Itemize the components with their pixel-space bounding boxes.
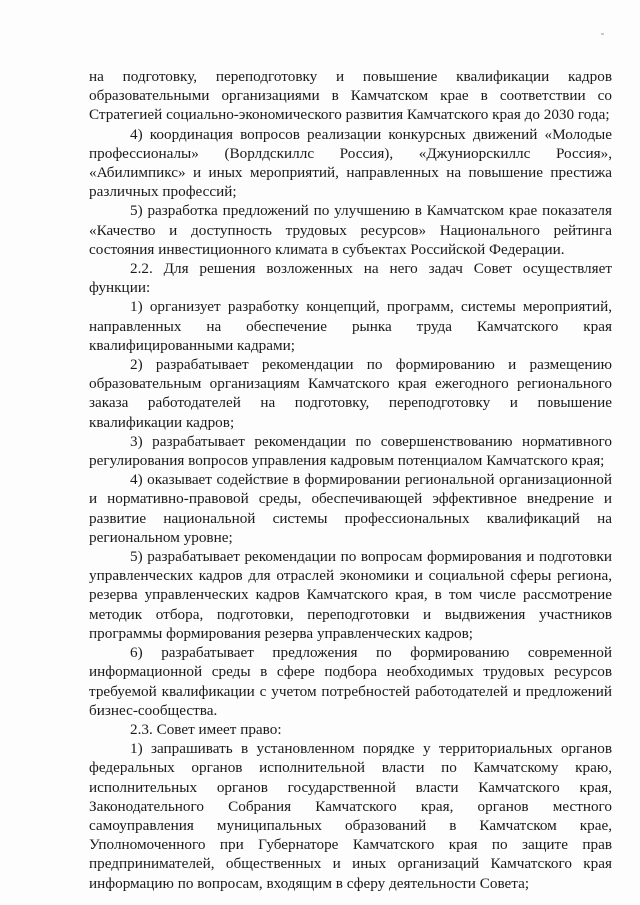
paragraph-item-5: 5) разработка предложений по улучшению в Камчатском крае показателя «Качество и доступность трудовых ресурсов» Национального рейтинга состояния инвестиционного климата в субъектах Российской Федерации.: [89, 202, 612, 258]
paragraph-section-2-2: 2.2. Для решения возложенных на него задач Совет осуществляет функции:: [89, 260, 612, 297]
paragraph-item-4: 4) координация вопросов реализации конкурсных движений «Молодые профессионалы» (Ворлдскиллс Россия), «Джуниорскиллс Россия», «Абилимпикс» и иных мероприятий, направленных на повышение престижа различных профессий;: [89, 125, 612, 201]
paragraph-function-1: 1) организует разработку концепций, программ, системы мероприятий, направленных на обеспечение рынка труда Камчатского края квалифицированными кадрами;: [89, 298, 612, 354]
scan-artifact: [601, 33, 604, 35]
paragraph-function-5: 5) разрабатывает рекомендации по вопросам формирования и подготовки управленческих кадров для отраслей экономики и социальной сферы региона, резерва управленческих кадров Камчатского края, в том числе рассмотрение методик отбора, подготовки, переподготовки и выдвижения участников программы формирования резерва управленческих кадров;: [89, 548, 612, 642]
paragraph-function-4: 4) оказывает содействие в формировании региональной организационной и нормативно-правовой среды, обеспечивающей эффективное внедрение и развитие национальной системы профессиональных квалификаций на региональном уровне;: [89, 471, 612, 546]
document-body: [89, 67, 612, 893]
paragraph-continuation: на подготовку, переподготовку и повышение квалификации кадров образовательными организациями в Камчатском крае в соответствии со Стратегией социально-экономического развития Камчатского края до 2030 года;: [89, 68, 612, 124]
paragraph-function-2: 2) разрабатывает рекомендации по формированию и размещению образовательным организациям Камчатского края ежегодного регионального заказа работодателей на подготовку, переподготовку и повышение квалификации кадров;: [89, 356, 612, 431]
paragraph-right-1: 1) запрашивать в установленном порядке у территориальных органов федеральных органов исполнительной власти по Камчатскому краю, исполнительных органов государственной власти Камчатского края, Законодательного Собрания Камчатского края, органов местного самоуправления муниципальных образований в Камчатском крае, Уполномоченного при Губернаторе Камчатского края по защите прав предпринимателей, общественных и иных организаций Камчатского края информацию по вопросам, входящим в сферу деятельности Совета;: [89, 740, 612, 892]
paragraph-function-6: 6) разрабатывает предложения по формированию современной информационной среды в сфере подбора необходимых трудовых ресурсов требуемой квалификации с учетом потребностей работодателей и предложений бизнес-сообщества.: [89, 644, 612, 719]
paragraph-section-2-3: 2.3. Совет имеет право:: [130, 720, 282, 738]
paragraph-function-3: 3) разрабатывает рекомендации по совершенствованию нормативного регулирования вопросов управления кадровым потенциалом Камчатского края;: [89, 432, 612, 470]
